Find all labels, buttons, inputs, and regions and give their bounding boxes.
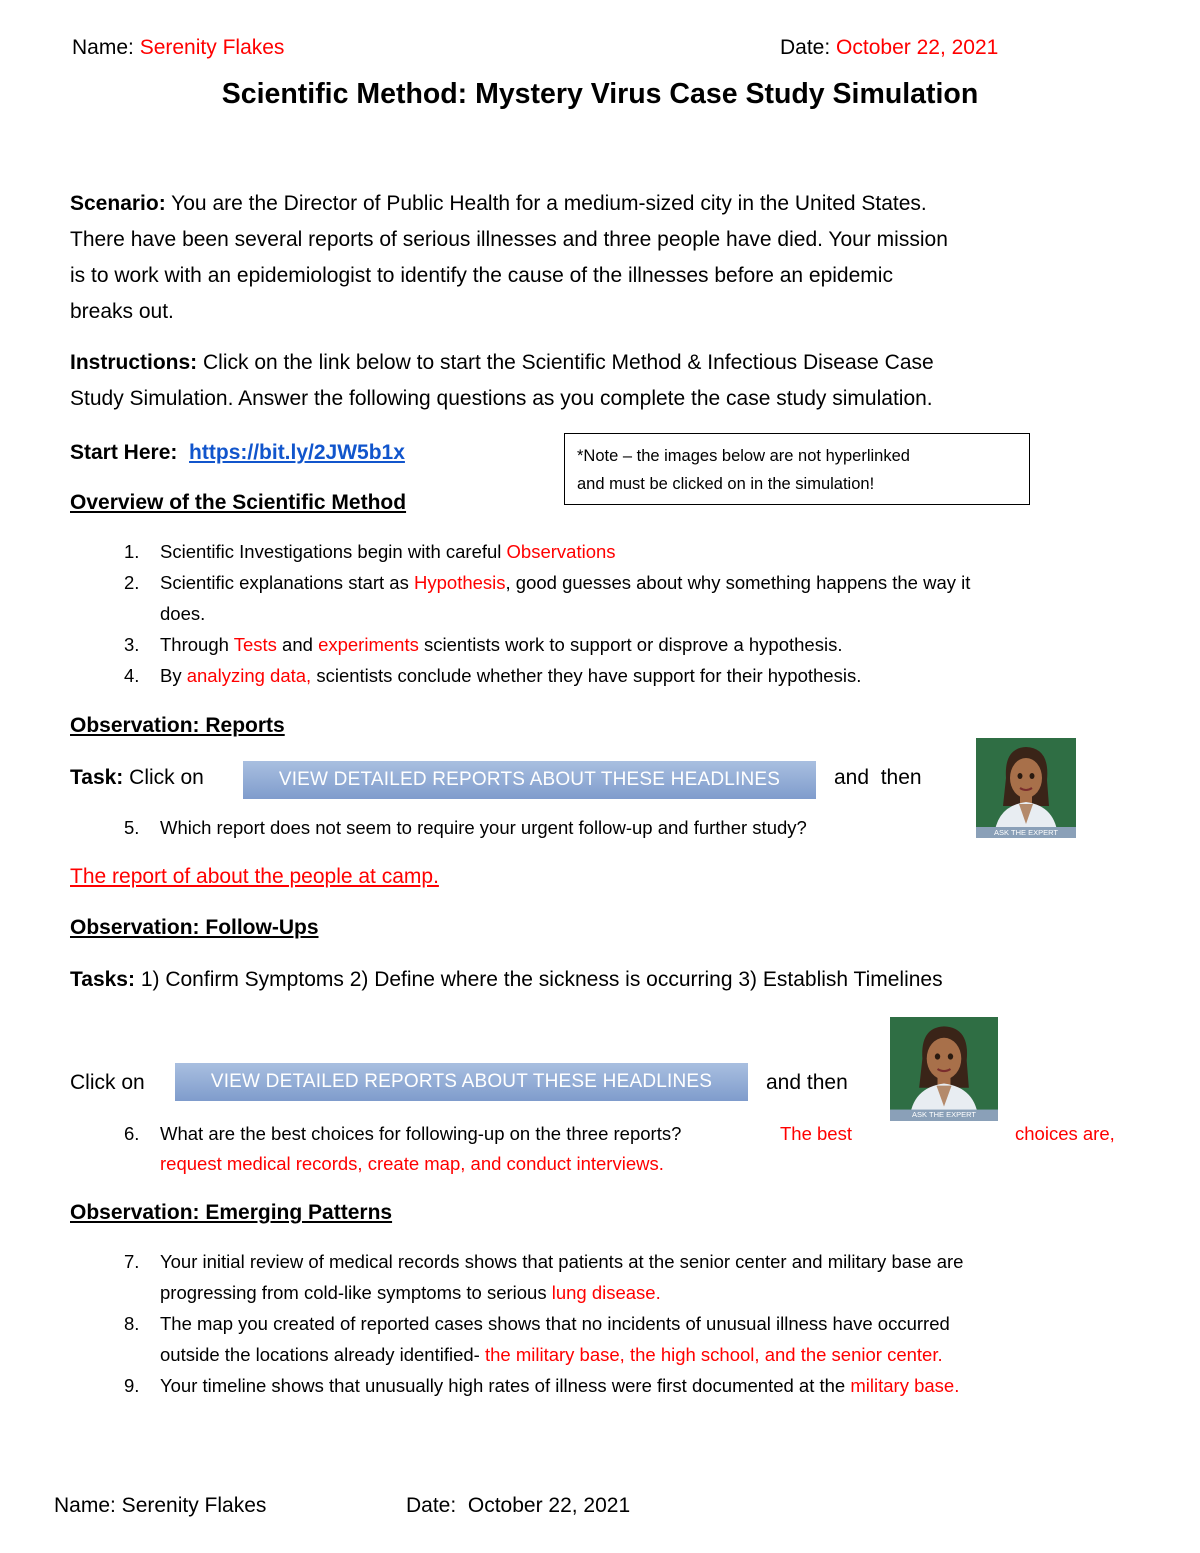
item-highlight: lung disease. [551, 1282, 661, 1303]
overview-heading: Overview of the Scientific Method [70, 491, 407, 514]
list-item [124, 1370, 1160, 1401]
item-text: , good guesses about why something happens the way it [505, 572, 971, 593]
item-text: and [276, 634, 319, 655]
scenario-line: breaks out. [70, 300, 174, 323]
question-5 [124, 812, 944, 843]
footer-date: Date: October 22, 2021 [406, 1494, 631, 1517]
followups-tasks [70, 962, 943, 998]
answer-6-line2: request medical records, create map, and conduct interviews. [160, 1153, 664, 1174]
item-number: 2. [124, 572, 140, 593]
view-reports-button[interactable]: VIEW DETAILED REPORTS ABOUT THESE HEADLINES [243, 761, 816, 799]
scenario-line: is to work with an epidemiologist to identify the cause of the illnesses before an epidemic [70, 264, 893, 287]
item-text: Through [160, 634, 234, 655]
question-text: What are the best choices for following-up on the three reports? [160, 1123, 682, 1144]
list-item [124, 1246, 1160, 1308]
and-then-text-2: and then [766, 1071, 848, 1094]
answer-5: The report of about the people at camp. [70, 865, 439, 888]
note-line: *Note – the images below are not hyperlinked [577, 447, 910, 465]
tasks-label: Tasks: [70, 968, 135, 991]
item-text: Your timeline shows that unusually high rates of illness were first documented at the [160, 1375, 851, 1396]
instructions-line: Study Simulation. Answer the following questions as you complete the case study simulation. [70, 387, 933, 410]
start-here-label: Start Here: [70, 441, 178, 464]
item-highlight: Observations [506, 541, 616, 562]
ask-the-expert-image[interactable] [976, 738, 1076, 838]
list-item [124, 629, 1150, 660]
followups-heading: Observation: Follow-Ups [70, 916, 319, 939]
view-reports-button-2[interactable]: VIEW DETAILED REPORTS ABOUT THESE HEADLINES [175, 1063, 748, 1101]
task-label: Task: [70, 766, 124, 789]
item-text: Scientific Investigations begin with careful [160, 541, 507, 562]
instructions-paragraph [70, 345, 1170, 417]
item-number: 7. [124, 1251, 140, 1272]
note-line: and must be clicked on in the simulation! [577, 475, 875, 493]
header-date [780, 30, 998, 66]
date-label: Date: [780, 36, 831, 59]
date-value: October 22, 2021 [836, 36, 999, 59]
item-number: 6. [124, 1123, 140, 1144]
page-title: Scientific Method: Mystery Virus Case Study Simulation [221, 78, 979, 110]
item-number: 8. [124, 1313, 140, 1334]
instructions-label: Instructions: [70, 351, 198, 374]
expert-avatar-icon [976, 738, 1076, 838]
item-text: Your initial review of medical records shows that patients at the senior center and military base are [160, 1251, 964, 1272]
footer-name: Name: Serenity Flakes [54, 1494, 267, 1517]
tasks-text: 1) Confirm Symptoms 2) Define where the sickness is occurring 3) Establish Timelines [140, 968, 943, 991]
scenario-label: Scenario: [70, 192, 166, 215]
note-box [564, 433, 1030, 505]
item-highlight: Hypothesis [414, 572, 506, 593]
reports-heading: Observation: Reports [70, 714, 285, 737]
list-item [124, 1308, 1160, 1370]
list-item [124, 567, 1150, 629]
click-on-text: Click on [70, 1071, 145, 1094]
reports-task [70, 760, 204, 796]
simulation-link[interactable]: https://bit.ly/2JW5b1x [189, 441, 405, 464]
ask-the-expert-caption: ASK THE EXPERT [912, 1110, 976, 1119]
item-text: progressing from cold-like symptoms to serious [160, 1282, 552, 1303]
task-text: Click on [129, 766, 204, 789]
instructions-line: Click on the link below to start the Scientific Method & Infectious Disease Case [203, 351, 934, 374]
scenario-paragraph [70, 186, 1150, 330]
item-text: outside the locations already identified- [160, 1344, 485, 1365]
name-label: Name: [72, 36, 134, 59]
item-number: 5. [124, 817, 140, 838]
ask-the-expert-image-2[interactable] [890, 1017, 998, 1121]
answer-6-part2: choices are, [1015, 1123, 1115, 1144]
item-highlight: Tests [233, 634, 277, 655]
list-item [124, 536, 1150, 567]
item-number: 3. [124, 634, 140, 655]
overview-list [124, 536, 1150, 691]
patterns-heading: Observation: Emerging Patterns [70, 1201, 393, 1224]
answer-6-part1: The best [780, 1123, 852, 1144]
item-highlight: experiments [318, 634, 419, 655]
scenario-line: You are the Director of Public Health for a medium-sized city in the United States. [171, 192, 927, 215]
item-text: scientists work to support or disprove a hypothesis. [418, 634, 843, 655]
item-text: The map you created of reported cases shows that no incidents of unusual illness have occurred [160, 1313, 950, 1334]
expert-avatar-icon [890, 1017, 998, 1121]
patterns-list [124, 1246, 1160, 1401]
item-highlight: military base. [850, 1375, 960, 1396]
item-number: 1. [124, 541, 140, 562]
list-item [124, 660, 1150, 691]
item-text: does. [160, 603, 206, 624]
name-value: Serenity Flakes [139, 36, 285, 59]
item-text: Scientific explanations start as [160, 572, 414, 593]
and-then-text: and then [834, 766, 922, 789]
item-highlight: analyzing data, [186, 665, 312, 686]
question-text: Which report does not seem to require your urgent follow-up and further study? [160, 817, 807, 838]
question-6 [124, 1118, 1134, 1174]
item-number: 9. [124, 1375, 140, 1396]
item-number: 4. [124, 665, 140, 686]
item-text: scientists conclude whether they have support for their hypothesis. [311, 665, 862, 686]
scenario-line: There have been several reports of serious illnesses and three people have died. Your mission [70, 228, 948, 251]
item-text: By [160, 665, 187, 686]
item-highlight: the military base, the high school, and the senior center. [484, 1344, 943, 1365]
header-name [72, 30, 284, 66]
ask-the-expert-caption: ASK THE EXPERT [994, 828, 1058, 837]
start-here [70, 435, 405, 471]
